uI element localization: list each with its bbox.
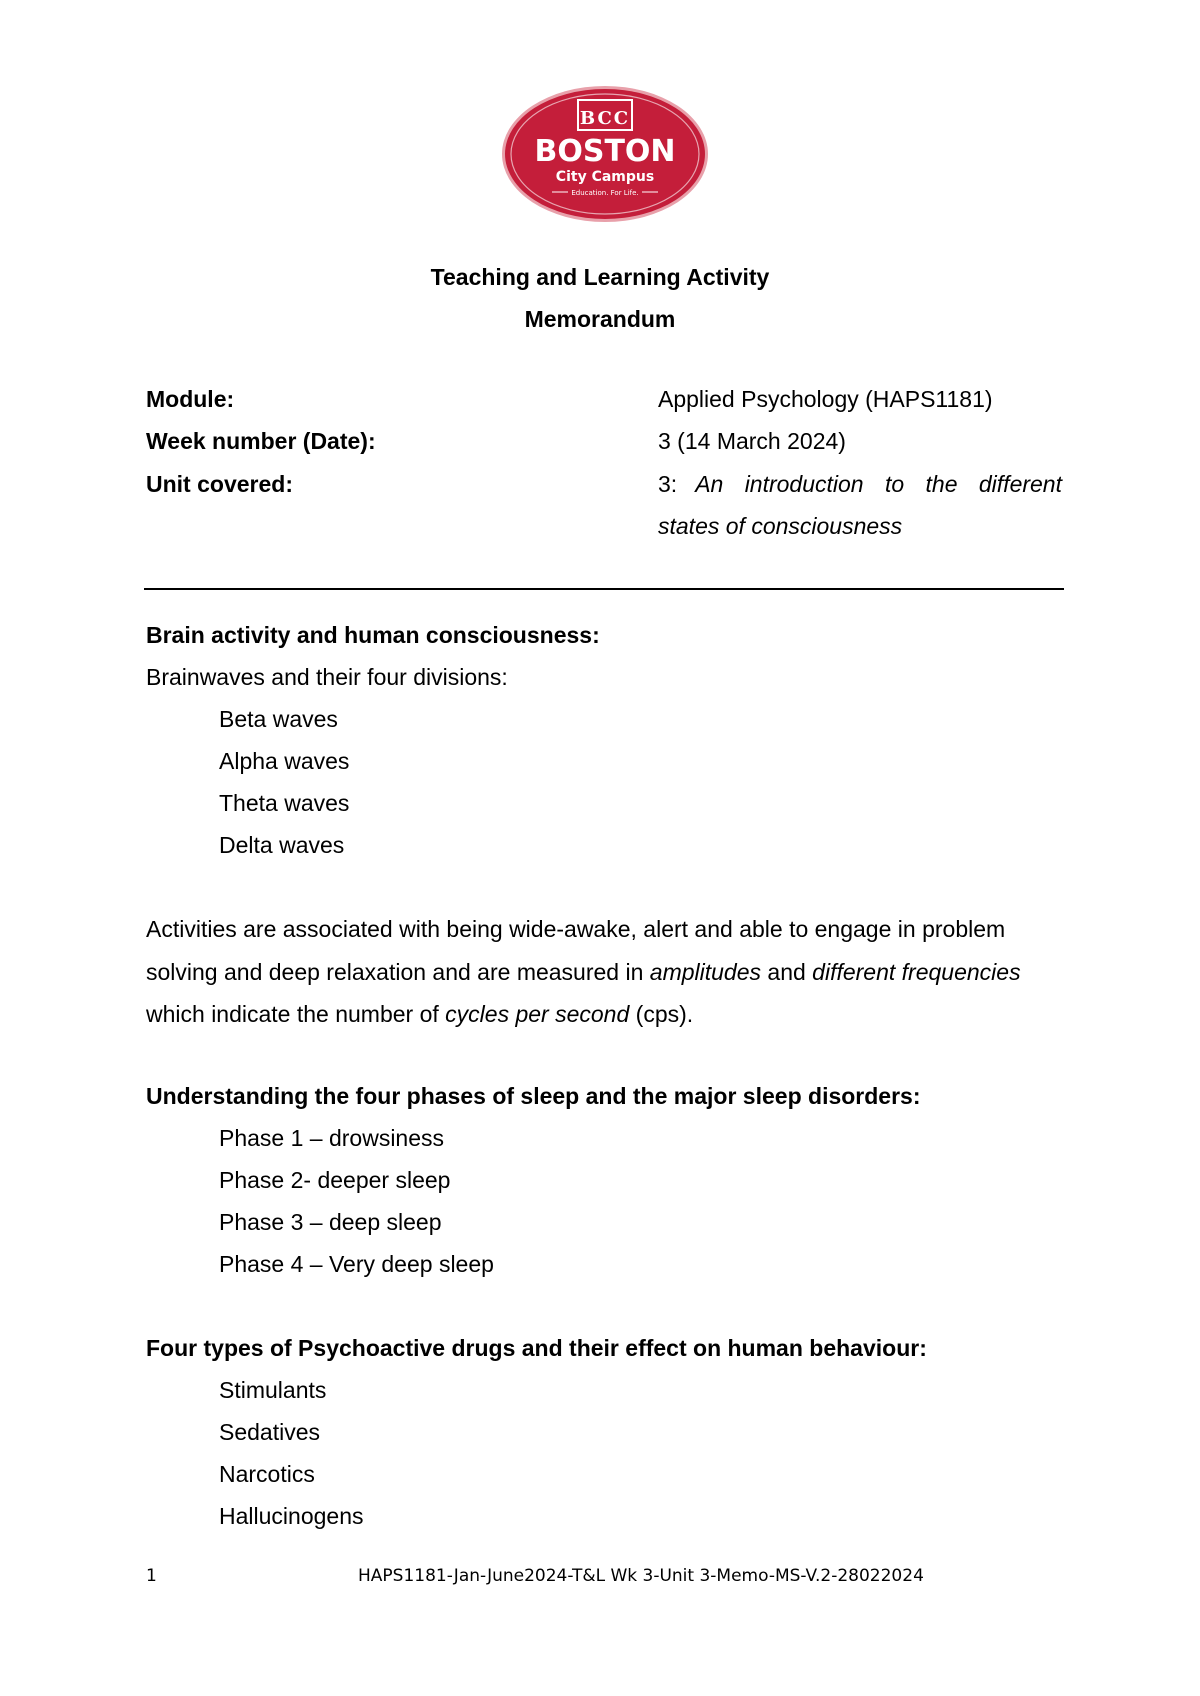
document-subtitle: Memorandum — [524, 306, 676, 332]
week-label: Week number (Date): — [146, 428, 376, 454]
section1-paragraph — [146, 908, 1066, 1036]
unit-label: Unit covered: — [146, 471, 293, 497]
para-emphasis: amplitudes — [649, 958, 762, 985]
list-item: Stimulants — [219, 1377, 327, 1403]
section-divider — [144, 588, 1064, 590]
para-emphasis: cycles per second — [445, 1001, 630, 1027]
list-item: Theta waves — [219, 790, 350, 816]
footer-doc-code: HAPS1181-Jan-June2024-T&L Wk 3-Unit 3-Memo-MS-V.2-28022024 — [358, 1566, 924, 1586]
para-emphasis: different frequencies — [812, 958, 1021, 985]
list-item: Phase 1 – drowsiness — [219, 1125, 445, 1151]
document-title: Teaching and Learning Activity — [430, 264, 770, 290]
list-item: Hallucinogens — [219, 1503, 364, 1529]
list-item: Beta waves — [219, 706, 338, 732]
unit-value-line1 — [658, 471, 1062, 498]
boston-city-campus-logo — [500, 84, 710, 224]
unit-title-line1: An introduction to the different — [695, 471, 1062, 497]
section1-intro: Brainwaves and their four divisions: — [146, 664, 508, 690]
logo-tagline: Education. For Life. — [571, 189, 639, 197]
unit-title-line2: states of consciousness — [658, 513, 903, 539]
module-label: Module: — [146, 386, 235, 412]
logo-subtitle: City Campus — [555, 169, 655, 185]
week-value: 3 (14 March 2024) — [658, 428, 846, 454]
para-text: which indicate the number of — [146, 1001, 446, 1027]
para-text: (cps). — [629, 1001, 694, 1027]
unit-number: 3: — [658, 471, 678, 497]
logo-monogram: BCC — [579, 108, 631, 129]
page-number: 1 — [146, 1566, 157, 1586]
para-text: Activities are associated with being wide-awake, alert and able to engage in problem solving and deep relaxation and are measured in — [146, 916, 1006, 985]
section2-heading: Understanding the four phases of sleep and the major sleep disorders: — [146, 1083, 921, 1109]
list-item: Narcotics — [219, 1461, 315, 1487]
list-item: Sedatives — [219, 1419, 321, 1445]
list-item: Phase 3 – deep sleep — [219, 1209, 442, 1235]
section3-heading: Four types of Psychoactive drugs and their effect on human behaviour: — [146, 1335, 927, 1361]
section1-heading: Brain activity and human consciousness: — [146, 622, 600, 648]
list-item: Delta waves — [219, 832, 345, 858]
para-text: and — [761, 958, 813, 985]
list-item: Alpha waves — [219, 748, 350, 774]
list-item: Phase 4 – Very deep sleep — [219, 1251, 494, 1277]
module-value: Applied Psychology (HAPS1181) — [658, 386, 993, 412]
list-item: Phase 2- deeper sleep — [219, 1167, 451, 1193]
logo-name: BOSTON — [534, 134, 676, 169]
